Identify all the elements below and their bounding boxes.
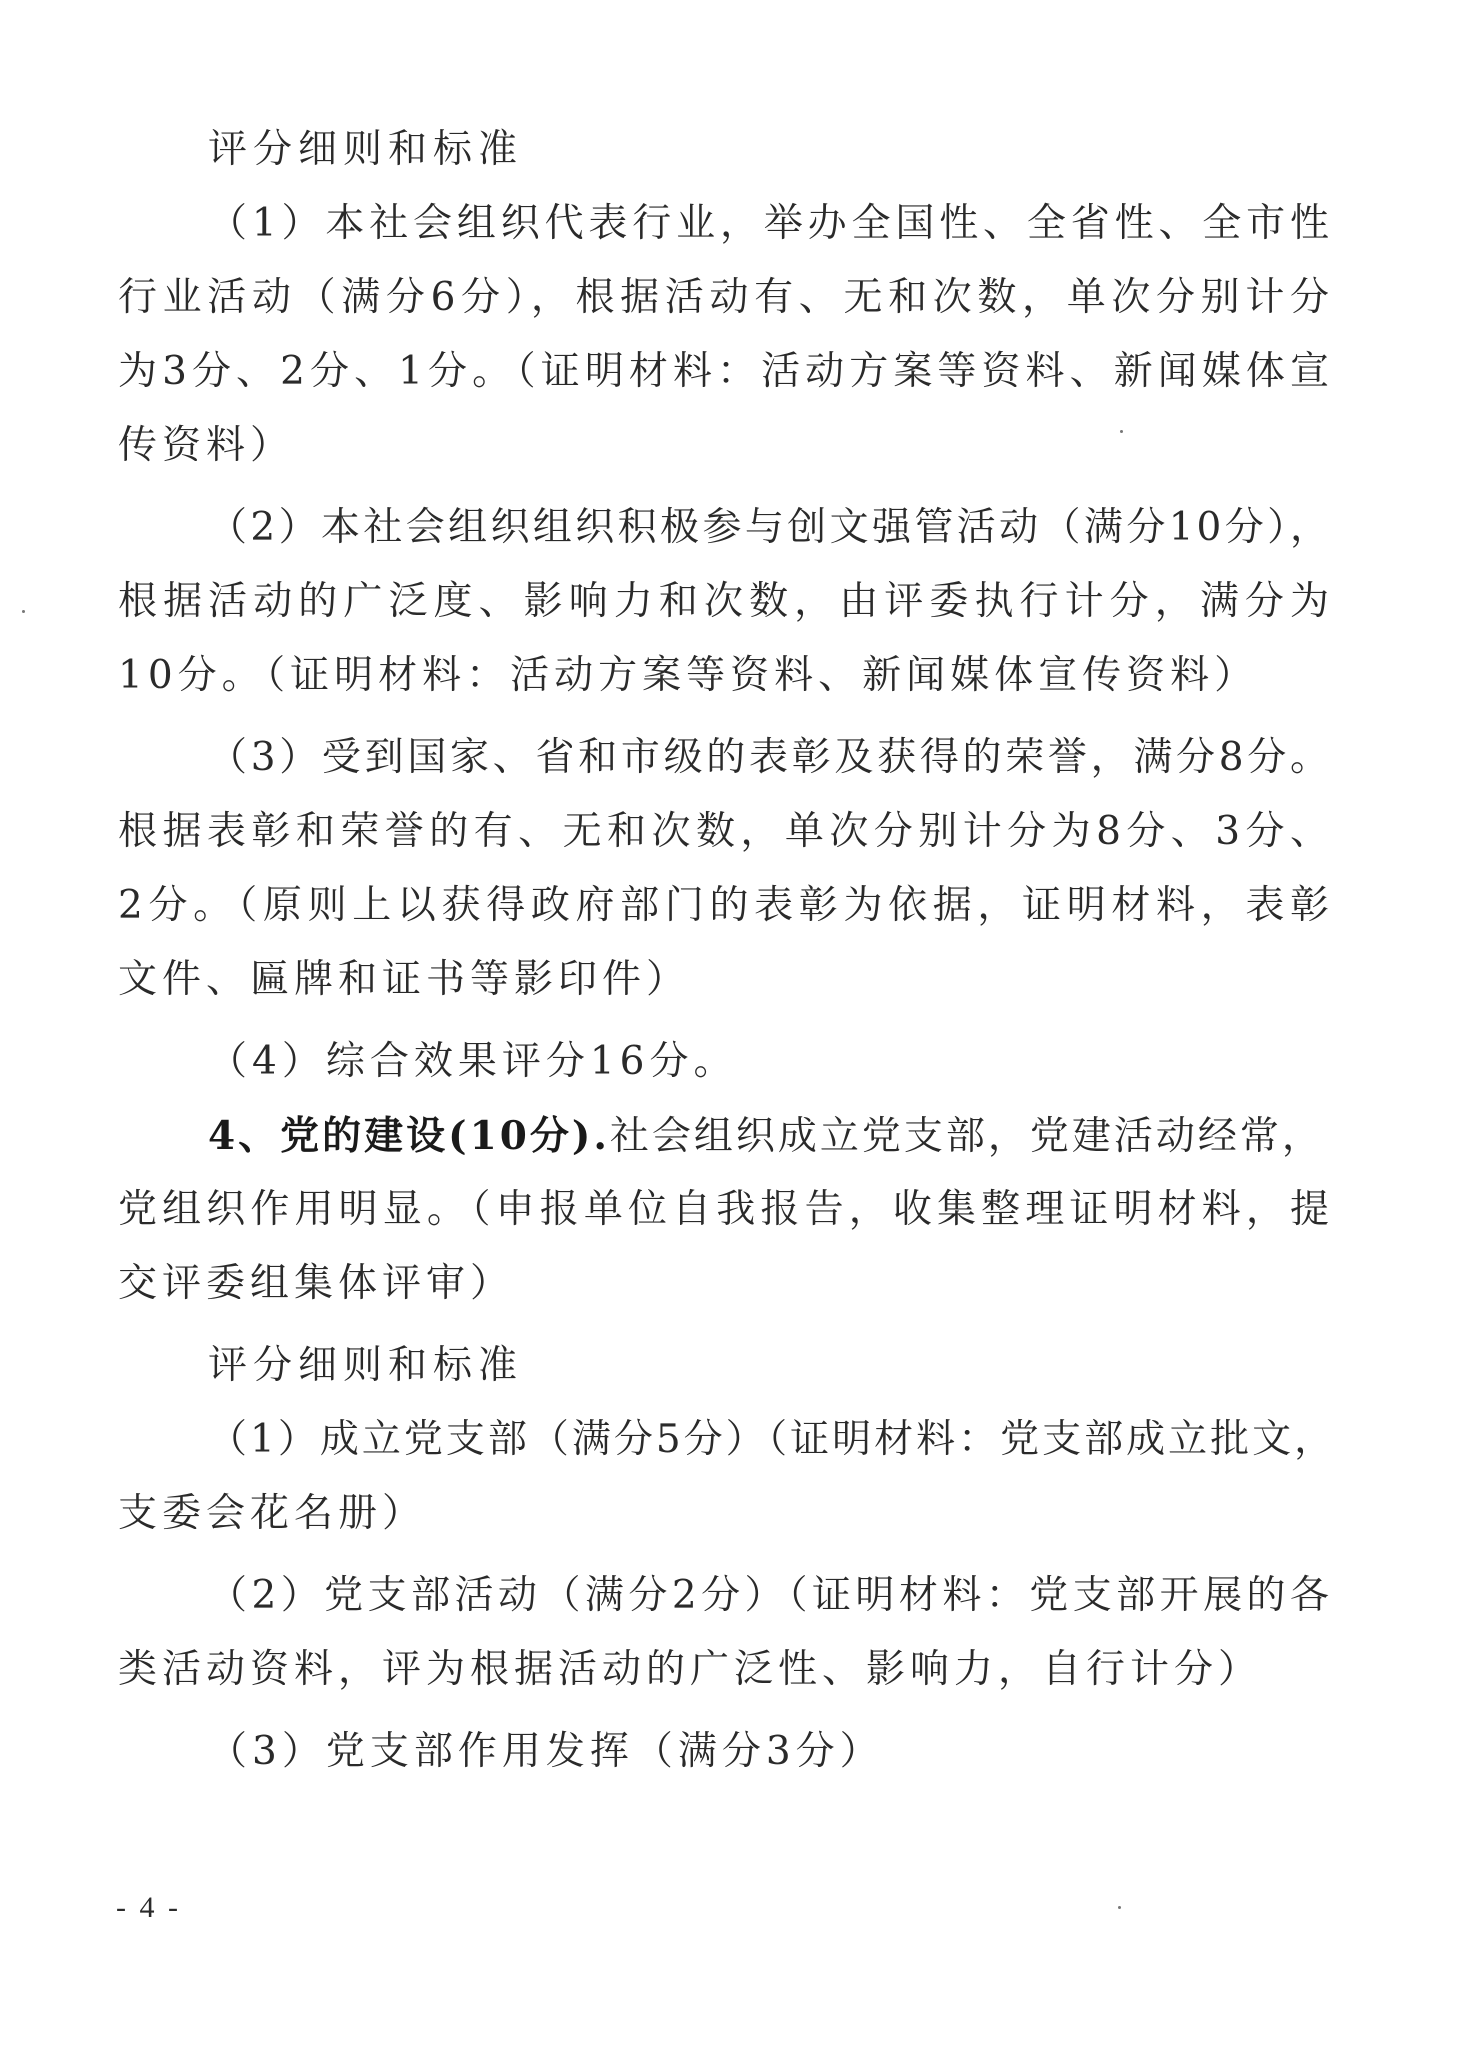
scan-speck [1118,1906,1121,1909]
paragraph-line: 文件、匾牌和证书等影印件） [118,957,691,1002]
paragraph-line: 交评委组集体评审） [118,1261,515,1306]
section-4-title: 4、党的建设(10分). [208,1113,610,1159]
scan-speck [22,610,25,613]
paragraph-line: 根据活动的广泛度、影响力和次数，由评委执行计分，满分为 [118,579,1332,624]
paragraph-line: （3）受到国家、省和市级的表彰及获得的荣誉，满分8分。 [208,735,1332,780]
scan-speck [1120,430,1123,433]
paragraph-line: （4）综合效果评分16分。 [208,1039,738,1084]
section-4-text: 社会组织成立党支部，党建活动经常， [609,1114,1324,1159]
paragraph-line: 类活动资料，评为根据活动的广泛性、影响力，自行计分） [118,1647,1263,1692]
paragraph-line: （2）本社会组织组织积极参与创文强管活动（满分10分）， [208,505,1332,550]
paragraph-line: （1）本社会组织代表行业，举办全国性、全省性、全市性 [208,201,1332,246]
paragraph-line: 根据表彰和荣誉的有、无和次数，单次分别计分为8分、3分、 [118,809,1332,854]
paragraph-line: （1）成立党支部（满分5分）（证明材料：党支部成立批文， [208,1417,1337,1462]
paragraph-line: 支委会花名册） [118,1491,427,1536]
paragraph-line: 行业活动（满分6分），根据活动有、无和次数，单次分别计分 [118,275,1332,320]
paragraph-line: 10分。（证明材料：活动方案等资料、新闻媒体宣传资料） [118,653,1259,698]
paragraph-line: 为3分、2分、1分。（证明材料：活动方案等资料、新闻媒体宣 [118,349,1332,394]
paragraph-line: （3）党支部作用发挥（满分3分） [208,1729,884,1774]
section-heading: 评分细则和标准 [208,127,524,172]
paragraph-line: 2分。（原则上以获得政府部门的表彰为依据，证明材料，表彰 [118,883,1332,928]
paragraph-line: 传资料） [118,423,295,468]
page-number: - 4 - [116,1891,181,1924]
section-heading: 评分细则和标准 [208,1343,524,1388]
section-4-line [208,1110,1324,1163]
paragraph-line: 党组织作用明显。（申报单位自我报告，收集整理证明材料，提 [118,1187,1332,1232]
paragraph-line: （2）党支部活动（满分2分）（证明材料：党支部开展的各 [208,1573,1332,1618]
